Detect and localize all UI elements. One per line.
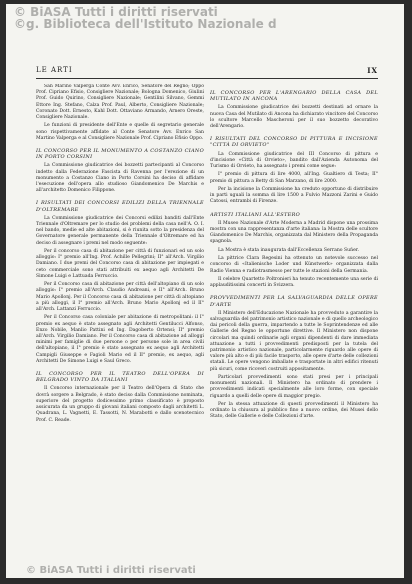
article-heading: IL CONCORSO PER IL MONUMENTO A COSTANZO CIANO IN PORTO CORSINI: [36, 148, 204, 161]
article-paragraph: Per la stessa attuazione di questi provvedimenti il Ministero ha ordinato la chiusura al pubblico fino a nuovo ordine, dei Musei dello Stato, delle Gallerie e delle Collezioni d'arte.: [210, 402, 378, 420]
right-column: [210, 84, 378, 562]
page-number: IX: [367, 66, 378, 75]
article-paragraph: La Mostra è stata inaugurata dall'Eccellenza Serrano Suñer.: [218, 247, 359, 253]
article-paragraph: I° premio di pittura di lire 4000, all'Ing. Gualtiero di Testa; II° premio di pittura a Betty di San Marzano, di lire 2000.: [210, 172, 378, 184]
article-paragraph: Per il Concorso casa coloniale per abitazione di metropolitani: il I° premio ex aequo è stato assegnato agli Architetti Gentilucci Alfonso, Enzo Nobile, Manlio Pattini ed Ing. Dagoberto Ortensi; II° premio all'Arch. Virgilio Damiano. Per il Concorso casa di abitazione ad alloggi minimi per famiglie di due persone o per persone sole in area civili dell'altopiano, il I° premio è stato assegnato ex aequo agli Architetti Campigli Giuseppe e Fagioli Mario ed il II° premio, ex aequo, agli Architetti De Simone Luigi e Saul Greco.: [36, 315, 204, 364]
article-paragraph: Il Ministero dell'Educazione Nazionale ha provveduto a garantire la salvaguardia del patrimonio artistico nazionale e di quello archeologico dai pericoli della guerra, impartendo a tutte le Soprintendenze ed alle Gallerie del Regno le opportune direttive. Il Ministero non dispone circolari ma quindi ordinarie agli organi dipendenti di dare immediata attuazione a tutti i provvedimenti predisposti per la tutela del patrimonio artistico nazionale, particolarmente riguardo alle opere di valore più alto e di più facile trasporto, alle opere d'arte delle collezioni statali. Le opere vengono imballate e trasportate in altri edifici ritenuti più sicuri, come ricoveri costruiti appositamente.: [210, 310, 378, 372]
article-paragraph: Il Concorso internazionale per il Teatro dell'Opera di Stato che dovrà sorgere a Belgrado, è stato deciso dalla Commissione nominata, superiore del progetto dodicessimo primo classificato è proposto assicurata da un gruppo di giovani italiani composto dagli architetti L. Quadrana, L. Vagnetti, E. Tassotti, N. Marabotti e dallo scenotecnico Prof. C. Reade.: [36, 386, 204, 423]
left-column: [36, 84, 204, 562]
article-paragraph: Il celebre Quartetto Poltronieri ha tenuto recentemente una serie di applauditissimi concerti in Svizzera.: [210, 277, 378, 289]
article-paragraph: La Commissione giudicatrice dei bozzetti destinati ad ornare la nuova Casa del Mutilato di Ancona ha dichiarato vincitore del Concorso lo scultore Marcello Mascheroni per il suo bozzetto decorativo dell'Arengario.: [210, 105, 378, 130]
article-heading: I RISULTATI DEI CONCORSI EDILIZI DELLA TRIENNALE D'OLTREMARE: [36, 200, 204, 213]
article-paragraph: San Marino Valperga Conte Avv. Enrico, Senatore del Regno; Oppo Prof. Cipriano Efisio, Consigliere Nazionale; Bologna Domenico, Giulini Prof. Guido Quirino, Consigliere Nazionale; Gentilini Silvano, Gemmi Ettore Ing. Stefano, Calza Prof. Paul, Alberto, Consigliere Nazionale; Coronato Dott. Ernesto, Kahl Dott. Ottaviano Armando, Arnero Oreste, Consigliere Nazionale.: [36, 84, 204, 121]
article-heading: I RISULTATI DEL CONCORSO DI PITTURA E INCISIONE "CITTÀ DI ORVIETO": [210, 136, 378, 149]
running-header: [36, 66, 378, 78]
article-paragraph: La Commissione giudicatrice dei bozzetti partecipanti al Concorso indetto dalla Federazione Fascista di Ravenna per l'erezione di un monumento a Costanzo Ciano in Porto Corsini ha deciso di affidare l'esecuzione dell'opera allo studioso Giandomenico De Marchis e all'architetto Domenico Filippone.: [36, 163, 204, 194]
article-paragraph: Per la incisione la Commissione ha creduto opportuno di distribuire in parti uguali la somma di lire 1500 a Fulvio Mazzoni Zarini e Guido Catossi, entrambi di Firenze.: [210, 187, 378, 205]
article-heading: ARTISTI ITALIANI ALL'ESTERO: [210, 211, 301, 218]
article-paragraph: Il Museo Nazionale d'Arte Moderna a Madrid dispone una prossima mostra con una rappresentanza d'arte italiana: la Mostra delle scultore Giandomenico De Marchis, organizzata dal Ministero della Propaganda spagnola.: [210, 220, 378, 245]
article-paragraph: Per il Concorso casa di abitazione per città dell'altopiano di un solo alloggio: I° premio all'Arch. Claudio Andreani, e II° all'Arch. Bruno Mario Apollonj. Per il Concorso casa di abitazione per città di altopiano a più alloggi, il I° premio all'Arch. Bruno Mario Apollonj ed il II° all'Arch. Lattanzi Ferruccio.: [36, 282, 204, 313]
watermark-top: © BiASA Tutti i diritti riservati ©g. Biblioteca dell'Istituto Nazionale d: [14, 5, 277, 31]
article-paragraph: Particolari provvedimenti sono stati presi per i principali monumenti nazionali. Il Ministero ha ordinato di prendere i provvedimenti indicati specialmente alle loro forme, con speciale riguardo a quelli delle opere di maggior pregio.: [210, 375, 378, 399]
document-page: [6, 4, 404, 578]
article-paragraph: Per il concorso casa di abitazione per città di funzionari ed un solo alloggio: I° premio all'Ing. Prof. Achille Pellegrini; II° all'Arch. Virgilio Damiano. I due premi del Concorso casa di abitazione per impiegati e ceto commerciale sono stati attribuiti ex aequo agli Architetti De Simone Luigi e Lattuada Ferruccio.: [36, 249, 204, 279]
watermark-bottom: © BiASA Tutti i diritti riservati: [26, 565, 196, 576]
article-paragraph: La pittrice Clara Regesini ha ottenuto un notevole successo nel concorso di «Italienische Loder und Künstwerk» organizzata dalla Radio Vienna e radiotrasmesso per tutte le stazioni della Germania.: [210, 256, 378, 274]
article-paragraph: La Commissione giudicatrice del III Concorso di pittura e d'incisione «Città di Orvieto», bandito dall'Azienda Autonoma del Turismo di Orvieto, ha assegnato i premi come segue:: [210, 151, 378, 170]
article-heading: PROVVEDIMENTI PER LA SALVAGUARDIA DELLE OPERE D'ARTE: [210, 295, 378, 308]
article-heading: IL CONCORSO PER L'ARENGARIO DELLA CASA DEL MUTILATO IN ANCONA: [210, 90, 378, 103]
header-rule: [36, 78, 378, 79]
article-heading: IL CONCORSO PER IL TEATRO DELL'OPERA DI BELGRADO VINTO DA ITALIANI: [36, 371, 204, 384]
journal-title: LE ARTI: [36, 66, 73, 74]
article-paragraph: Le funzioni di presidente dell'Ente e quelle di segretario generale sono rispettivamente affidate al Conte Senatore Avv. Enrico San Martino Valperga e al Consigliere Nazionale Prof. Cipriano Efisio Oppo.: [36, 123, 204, 141]
article-paragraph: La Commissione giudicatrice dei Concorsi edilizi banditi dall'Ente Triennale d'Oltremare per lo studio dei problemi della casa nell'A. O. I. nel bando, medie ed alte abitazioni, si è riunita sotto la presidenza del Governatore generale permanente della Triennale d'Oltremare ed ha deciso di assegnare i premi nel modo seguente:: [36, 215, 204, 246]
